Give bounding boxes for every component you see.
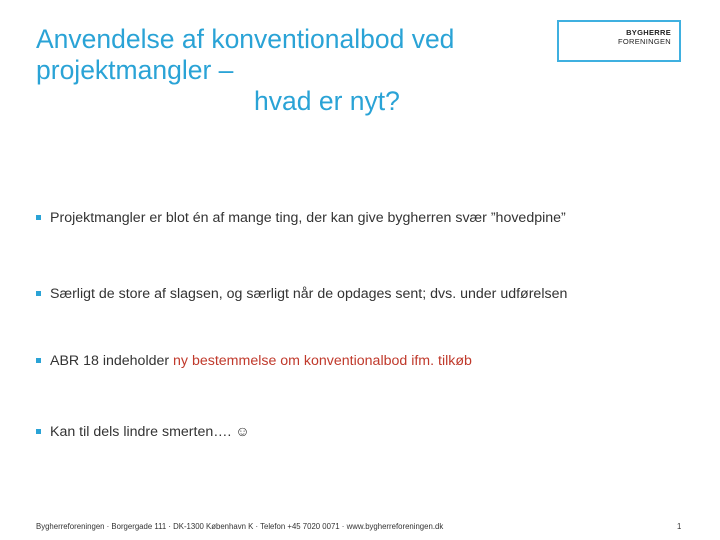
- title-line-1: Anvendelse af konventionalbod ved: [36, 24, 455, 54]
- bullet-item: [36, 210, 566, 226]
- footer-contact: Bygherreforeningen · Borgergade 111 · DK-1300 København K · Telefon +45 7020 0071 · www.bygherreforeningen.dk: [36, 522, 444, 531]
- bullet-square-icon: [36, 358, 41, 363]
- logo-line-1: BYGHERRE: [626, 28, 671, 37]
- bullet-text: ABR 18 indeholder: [50, 353, 174, 369]
- page-number: 1: [677, 522, 682, 531]
- slide-title: [36, 24, 556, 117]
- bullet-text: Særligt de store af slagsen, og særligt når de opdages sent; dvs. under udførelsen: [50, 286, 568, 302]
- bullet-square-icon: [36, 429, 41, 434]
- bullet-highlight-text: ny bestemmelse om konventionalbod ifm. tilkøb: [173, 353, 472, 369]
- bullet-item: [36, 353, 472, 369]
- bullet-square-icon: [36, 291, 41, 296]
- title-line-2: projektmangler –: [36, 55, 234, 85]
- bullet-text: Projektmangler er blot én af mange ting, der kan give bygherren svær ”hovedpine”: [50, 210, 566, 226]
- title-line-3: hvad er nyt?: [254, 86, 400, 116]
- logo-line-2: FORENINGEN: [617, 37, 671, 46]
- bygherreforeningen-logo: [557, 20, 681, 62]
- bullet-square-icon: [36, 215, 41, 220]
- bullet-item: [36, 286, 567, 302]
- bullet-item: [36, 424, 250, 440]
- bullet-text: Kan til dels lindre smerten…. ☺: [50, 424, 250, 440]
